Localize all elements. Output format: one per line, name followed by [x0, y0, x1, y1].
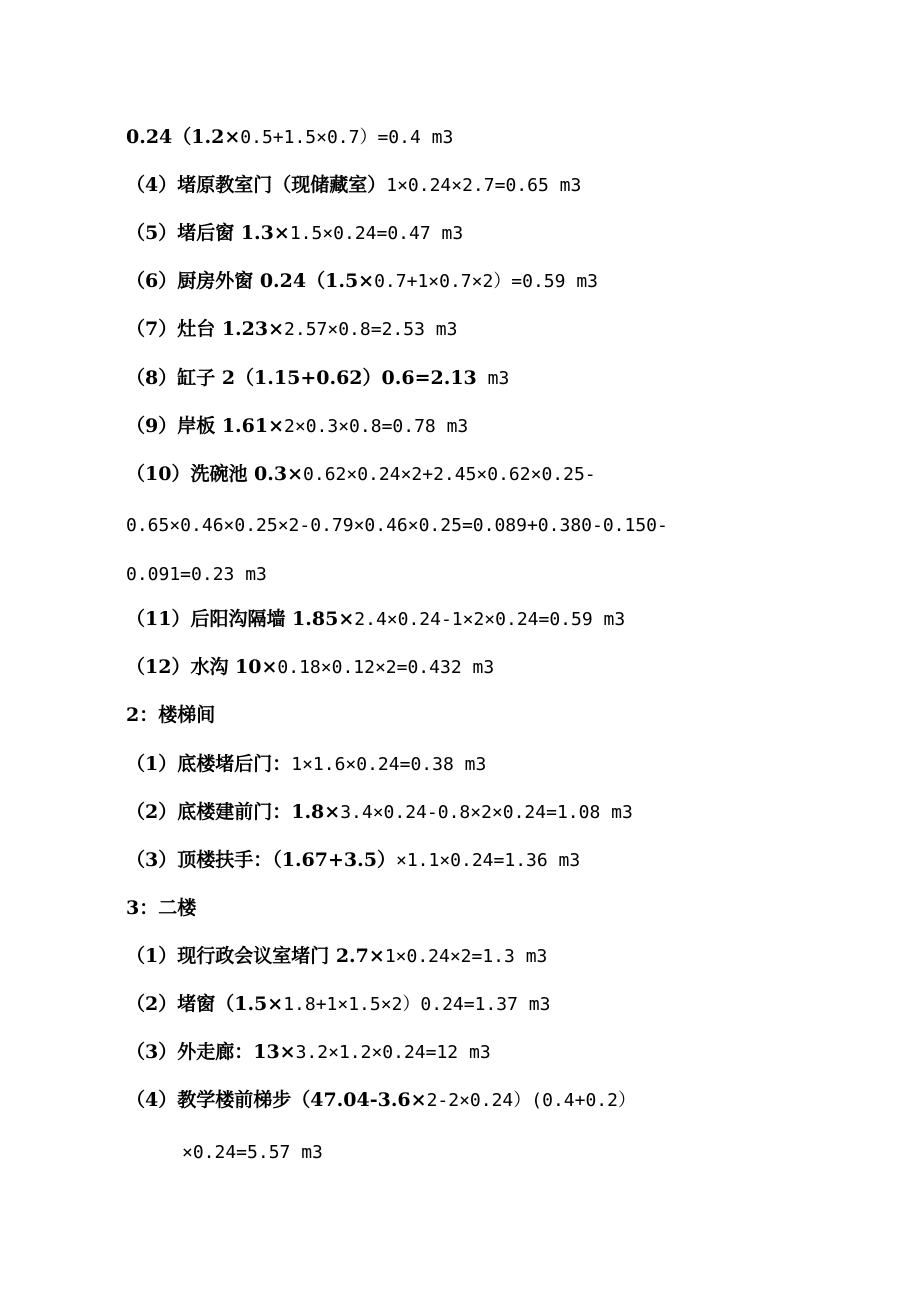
line-14-bold: （1）底楼堵后门： [126, 753, 292, 775]
line-19-text: 1.8+1×1.5×2）0.24=1.37 m3 [283, 994, 551, 1015]
line-5-bold: （7）灶台 1.23× [126, 318, 285, 340]
line-2-bold: （4）堵原教室门（现储藏室） [126, 174, 387, 196]
line-2-text: 1×0.24×2.7=0.65 m3 [386, 175, 582, 196]
text-line-3 [126, 218, 463, 248]
line-6-text: m3 [476, 368, 510, 389]
line-21-bold: （4）教学楼前梯步（47.04-3.6× [126, 1089, 427, 1111]
line-20-bold: （3）外走廊：13× [126, 1041, 296, 1063]
text-line-15 [126, 797, 633, 827]
text-line-4 [126, 266, 598, 296]
line-14-text: 1×1.6×0.24=0.38 m3 [291, 754, 487, 775]
line-13-bold: 2：楼梯间 [126, 704, 216, 726]
line-22-text: ×0.24=5.57 m3 [182, 1142, 323, 1163]
text-line-8 [126, 459, 596, 489]
line-9-text: 0.65×0.46×0.25×2-0.79×0.46×0.25=0.089+0.380-0.150- [126, 515, 668, 536]
line-12-bold: （12）水沟 10× [126, 656, 278, 678]
section-heading-stairwell [126, 700, 215, 730]
line-16-bold: （3）顶楼扶手：（1.67+3.5） [126, 849, 396, 871]
line-7-bold: （9）岸板 1.61× [126, 415, 285, 437]
line-15-text: 3.4×0.24-0.8×2×0.24=1.08 m3 [340, 802, 633, 823]
line-7-text: 2×0.3×0.8=0.78 m3 [284, 416, 469, 437]
text-line-16 [126, 845, 580, 875]
text-line-19 [126, 989, 550, 1019]
text-line-18 [126, 941, 547, 971]
text-line-9 [126, 510, 668, 540]
line-4-text: 0.7+1×0.7×2）=0.59 m3 [374, 271, 598, 292]
text-line-12 [126, 652, 494, 682]
text-line-22 [182, 1137, 323, 1167]
line-15-bold: （2）底楼建前门：1.8× [126, 801, 341, 823]
text-line-20 [126, 1037, 491, 1067]
text-line-2 [126, 170, 581, 200]
line-10-text: 0.091=0.23 m3 [126, 564, 267, 585]
line-6-bold: （8）缸子 2（1.15+0.62）0.6=2.13 [126, 367, 477, 389]
line-12-text: 0.18×0.12×2=0.432 m3 [277, 657, 495, 678]
line-16-text: ×1.1×0.24=1.36 m3 [395, 850, 581, 871]
text-line-7 [126, 411, 468, 441]
line-8-bold: （10）洗碗池 0.3× [126, 463, 304, 485]
line-3-text: 1.5×0.24=0.47 m3 [289, 223, 464, 244]
line-21-text: 2-2×0.24）(0.4+0.2） [426, 1090, 636, 1111]
text-line-5 [126, 314, 457, 344]
text-line-1 [126, 122, 453, 152]
line-1-bold: 0.24（1.2× [126, 126, 241, 148]
line-19-bold: （2）堵窗（1.5× [126, 993, 284, 1015]
line-8-text: 0.62×0.24×2+2.45×0.62×0.25- [303, 464, 596, 485]
line-1-text: 0.5+1.5×0.7）=0.4 m3 [240, 127, 454, 148]
line-11-bold: （11）后阳沟隔墙 1.85× [126, 608, 355, 630]
line-20-text: 3.2×1.2×0.24=12 m3 [295, 1042, 491, 1063]
text-line-14 [126, 749, 486, 779]
line-4-bold: （6）厨房外窗 0.24（1.5× [126, 270, 375, 292]
text-line-21 [126, 1085, 636, 1115]
line-5-text: 2.57×0.8=2.53 m3 [284, 319, 458, 340]
line-11-text: 2.4×0.24-1×2×0.24=0.59 m3 [354, 609, 626, 630]
line-17-bold: 3：二楼 [126, 897, 197, 919]
text-line-11 [126, 604, 625, 634]
line-18-text: 1×0.24×2=1.3 m3 [384, 946, 548, 967]
text-line-6 [126, 363, 509, 393]
line-3-bold: （5）堵后窗 1.3× [126, 222, 290, 244]
section-heading-second-floor [126, 893, 196, 923]
line-18-bold: （1）现行政会议室堵门 2.7× [126, 945, 385, 967]
text-line-10 [126, 559, 267, 589]
